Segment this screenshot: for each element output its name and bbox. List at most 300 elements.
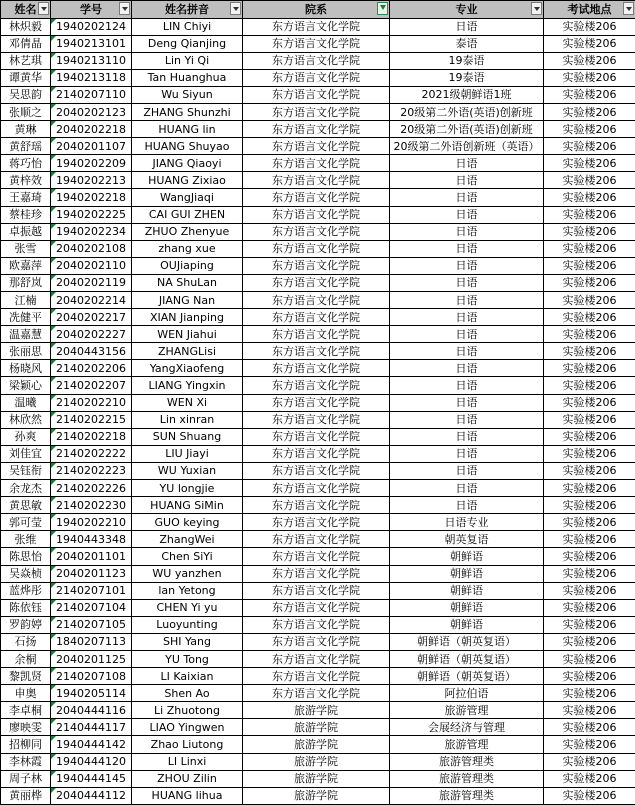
pinyin-cell[interactable]: HUANG lin [132,121,243,138]
location-cell[interactable]: 实验楼206 [544,445,635,462]
location-cell[interactable]: 实验楼206 [544,223,635,240]
name-cell[interactable]: 陈依钰 [1,599,51,616]
department-cell[interactable]: 东方语言文化学院 [243,206,390,223]
major-cell[interactable]: 日语 [390,462,544,479]
location-cell[interactable]: 实验楼206 [544,719,635,736]
pinyin-cell[interactable]: LIANG Yingxin [132,377,243,394]
department-cell[interactable]: 东方语言文化学院 [243,274,390,291]
major-cell[interactable]: 旅游管理类 [390,770,544,787]
student-id-cell[interactable]: 2040444116 [51,702,132,719]
department-cell[interactable]: 东方语言文化学院 [243,650,390,667]
department-cell[interactable]: 东方语言文化学院 [243,103,390,120]
pinyin-cell[interactable]: Luoyunting [132,616,243,633]
location-cell[interactable]: 实验楼206 [544,69,635,86]
major-cell[interactable]: 日语 [390,497,544,514]
name-cell[interactable]: 余龙杰 [1,480,51,497]
pinyin-cell[interactable]: HUANG Shuyao [132,138,243,155]
student-id-cell[interactable]: 2140202206 [51,360,132,377]
location-cell[interactable]: 实验楼206 [544,172,635,189]
department-cell[interactable]: 东方语言文化学院 [243,480,390,497]
pinyin-cell[interactable]: ZHANGLisi [132,343,243,360]
location-cell[interactable]: 实验楼206 [544,121,635,138]
name-cell[interactable]: 黄琳 [1,121,51,138]
department-cell[interactable]: 东方语言文化学院 [243,52,390,69]
student-id-cell[interactable]: 2140207108 [51,668,132,685]
pinyin-cell[interactable]: SHI Yang [132,633,243,650]
pinyin-cell[interactable]: CHEN Yi yu [132,599,243,616]
major-cell[interactable]: 旅游管理类 [390,753,544,770]
department-cell[interactable]: 东方语言文化学院 [243,514,390,531]
pinyin-cell[interactable]: ZHANG Shunzhi [132,103,243,120]
pinyin-cell[interactable]: Deng Qianjing [132,35,243,52]
table-row [1,240,635,257]
name-cell[interactable]: 林艺琪 [1,52,51,69]
name-cell[interactable]: 欧嘉萍 [1,257,51,274]
name-cell[interactable]: 黄思敏 [1,497,51,514]
student-id-cell[interactable]: 2040202227 [51,326,132,343]
name-cell[interactable]: 吴焱桢 [1,565,51,582]
filter-dropdown-icon[interactable] [623,2,634,15]
student-id-cell[interactable]: 2140202223 [51,462,132,479]
name-cell[interactable]: 黄梓效 [1,172,51,189]
name-cell[interactable]: 邓倩晶 [1,35,51,52]
department-cell[interactable]: 东方语言文化学院 [243,309,390,326]
department-cell[interactable]: 东方语言文化学院 [243,172,390,189]
location-cell[interactable]: 实验楼206 [544,86,635,103]
name-cell[interactable]: 蔡桂珍 [1,206,51,223]
pinyin-cell[interactable]: LIAO Yingwen [132,719,243,736]
pinyin-cell[interactable]: Lin Yi Qi [132,52,243,69]
location-cell[interactable]: 实验楼206 [544,394,635,411]
location-cell[interactable]: 实验楼206 [544,531,635,548]
department-cell[interactable]: 旅游学院 [243,702,390,719]
location-cell[interactable]: 实验楼206 [544,582,635,599]
location-cell[interactable]: 实验楼206 [544,377,635,394]
column-header-dept [243,1,390,19]
department-cell[interactable]: 东方语言文化学院 [243,69,390,86]
location-cell[interactable]: 实验楼206 [544,309,635,326]
table-row [1,155,635,172]
pinyin-cell[interactable]: Tan Huanghua [132,69,243,86]
pinyin-cell[interactable]: Lin xinran [132,411,243,428]
major-cell[interactable]: 日语 [390,257,544,274]
student-id-cell[interactable]: 1940202124 [51,18,132,35]
major-cell[interactable]: 日语 [390,274,544,291]
pinyin-cell[interactable]: WU Yuxian [132,462,243,479]
name-cell[interactable]: 张顺之 [1,103,51,120]
name-cell[interactable]: 冼健平 [1,309,51,326]
department-cell[interactable]: 东方语言文化学院 [243,548,390,565]
pinyin-cell[interactable]: YU Tong [132,650,243,667]
major-cell[interactable]: 旅游管理 [390,702,544,719]
location-cell[interactable]: 实验楼206 [544,326,635,343]
location-cell[interactable]: 实验楼206 [544,514,635,531]
department-cell[interactable]: 东方语言文化学院 [243,343,390,360]
name-cell[interactable]: 张雪 [1,240,51,257]
pinyin-cell[interactable]: WEN Jiahui [132,326,243,343]
location-cell[interactable]: 实验楼206 [544,240,635,257]
location-cell[interactable]: 实验楼206 [544,702,635,719]
location-cell[interactable]: 实验楼206 [544,189,635,206]
major-cell[interactable]: 日语 [390,411,544,428]
location-cell[interactable]: 实验楼206 [544,616,635,633]
name-cell[interactable]: 周子林 [1,770,51,787]
department-cell[interactable]: 东方语言文化学院 [243,292,390,309]
location-cell[interactable]: 实验楼206 [544,18,635,35]
pinyin-cell[interactable]: YU longjie [132,480,243,497]
location-cell[interactable]: 实验楼206 [544,633,635,650]
name-cell[interactable]: 黄舒瑶 [1,138,51,155]
student-id-cell[interactable]: 1840207113 [51,633,132,650]
major-cell[interactable]: 日语 [390,326,544,343]
department-cell[interactable]: 东方语言文化学院 [243,377,390,394]
name-cell[interactable]: 罗韵婷 [1,616,51,633]
major-cell[interactable]: 日语 [390,206,544,223]
student-id-cell[interactable]: 2140444117 [51,719,132,736]
department-cell[interactable]: 旅游学院 [243,770,390,787]
major-cell[interactable]: 朝鲜语 [390,582,544,599]
major-cell[interactable]: 会展经济与管理 [390,719,544,736]
student-id-cell[interactable]: 2040202123 [51,103,132,120]
filter-dropdown-icon[interactable] [531,2,542,15]
student-id-cell[interactable]: 1940202234 [51,223,132,240]
name-cell[interactable]: 温曦 [1,394,51,411]
student-id-cell[interactable]: 1940213110 [51,52,132,69]
location-cell[interactable]: 实验楼206 [544,274,635,291]
table-row [1,189,635,206]
student-id-cell[interactable]: 2040202119 [51,274,132,291]
major-cell[interactable]: 日语 [390,292,544,309]
location-cell[interactable]: 实验楼206 [544,292,635,309]
name-cell[interactable]: 张维 [1,531,51,548]
column-header-label: 院系 [305,2,327,17]
name-cell[interactable]: 杨晓风 [1,360,51,377]
name-cell[interactable]: 廖映雯 [1,719,51,736]
filter-dropdown-icon[interactable] [230,2,241,15]
location-cell[interactable]: 实验楼206 [544,787,635,804]
student-id-cell[interactable]: 1940202210 [51,514,132,531]
student-id-cell[interactable]: 1940202218 [51,189,132,206]
student-id-cell[interactable]: 2140202230 [51,497,132,514]
name-cell[interactable]: 林炽毅 [1,18,51,35]
location-cell[interactable]: 实验楼206 [544,770,635,787]
student-id-cell[interactable]: 1940202209 [51,155,132,172]
major-cell[interactable]: 20级第二外语(英语)创新班 [390,103,544,120]
pinyin-cell[interactable]: Wu Siyun [132,86,243,103]
department-cell[interactable]: 东方语言文化学院 [243,531,390,548]
table-row [1,172,635,189]
major-cell[interactable]: 日语 [390,240,544,257]
filter-dropdown-icon[interactable] [119,2,130,15]
department-cell[interactable]: 东方语言文化学院 [243,18,390,35]
major-cell[interactable]: 日语 [390,394,544,411]
department-cell[interactable]: 东方语言文化学院 [243,326,390,343]
name-cell[interactable]: 黎凯贤 [1,668,51,685]
pinyin-cell[interactable]: Li Zhuotong [132,702,243,719]
major-cell[interactable]: 日语 [390,172,544,189]
student-id-cell[interactable]: 1940444120 [51,753,132,770]
name-cell[interactable]: 黄丽桦 [1,787,51,804]
department-cell[interactable]: 东方语言文化学院 [243,462,390,479]
department-cell[interactable]: 东方语言文化学院 [243,582,390,599]
name-cell[interactable]: 林欣然 [1,411,51,428]
location-cell[interactable]: 实验楼206 [544,52,635,69]
student-id-cell[interactable]: 2040444112 [51,787,132,804]
major-cell[interactable]: 20级第二外语(英语)创新班 [390,121,544,138]
location-cell[interactable]: 实验楼206 [544,753,635,770]
table-row [1,599,635,616]
department-cell[interactable]: 东方语言文化学院 [243,668,390,685]
department-cell[interactable]: 东方语言文化学院 [243,599,390,616]
location-cell[interactable]: 实验楼206 [544,565,635,582]
pinyin-cell[interactable]: NA ShuLan [132,274,243,291]
department-cell[interactable]: 东方语言文化学院 [243,121,390,138]
name-cell[interactable]: 余桐 [1,650,51,667]
student-id-cell[interactable]: 1940205114 [51,685,132,702]
column-header-name [1,1,51,19]
major-cell[interactable]: 日语 [390,480,544,497]
major-cell[interactable]: 朝鲜语（朝英复语） [390,633,544,650]
major-cell[interactable]: 日语 [390,18,544,35]
student-id-cell[interactable]: 2040202218 [51,121,132,138]
pinyin-cell[interactable]: LIU Jiayi [132,445,243,462]
pinyin-cell[interactable]: zhang xue [132,240,243,257]
department-cell[interactable]: 旅游学院 [243,787,390,804]
location-cell[interactable]: 实验楼206 [544,428,635,445]
major-cell[interactable]: 朝鲜语 [390,616,544,633]
pinyin-cell[interactable]: JIANG Nan [132,292,243,309]
student-id-cell[interactable]: 1940443348 [51,531,132,548]
location-cell[interactable]: 实验楼206 [544,257,635,274]
location-cell[interactable]: 实验楼206 [544,35,635,52]
name-cell[interactable]: 张丽思 [1,343,51,360]
name-cell[interactable]: 卓振越 [1,223,51,240]
location-cell[interactable]: 实验楼206 [544,206,635,223]
student-id-cell[interactable]: 2140207105 [51,616,132,633]
student-id-cell[interactable]: 2140202222 [51,445,132,462]
student-id-cell[interactable]: 1940213101 [51,35,132,52]
pinyin-cell[interactable]: HUANG Zixiao [132,172,243,189]
student-id-cell[interactable]: 1940444145 [51,770,132,787]
name-cell[interactable]: 李卓桐 [1,702,51,719]
pinyin-cell[interactable]: SUN Shuang [132,428,243,445]
major-cell[interactable]: 旅游管理 [390,736,544,753]
location-cell[interactable]: 实验楼206 [544,462,635,479]
name-cell[interactable]: 申奥 [1,685,51,702]
student-id-cell[interactable]: 1940213118 [51,69,132,86]
student-id-cell[interactable]: 2040201107 [51,138,132,155]
major-cell[interactable]: 19泰语 [390,52,544,69]
name-cell[interactable]: 吴钰衔 [1,462,51,479]
location-cell[interactable]: 实验楼206 [544,599,635,616]
name-cell[interactable]: 梁颖心 [1,377,51,394]
department-cell[interactable]: 东方语言文化学院 [243,445,390,462]
table-row [1,69,635,86]
pinyin-cell[interactable]: WU yanzhen [132,565,243,582]
name-cell[interactable]: 王嘉琦 [1,189,51,206]
name-cell[interactable]: 蓝烨彤 [1,582,51,599]
department-cell[interactable]: 东方语言文化学院 [243,223,390,240]
table-row [1,548,635,565]
major-cell[interactable]: 朝鲜语（朝英复语） [390,650,544,667]
pinyin-cell[interactable]: lan Yetong [132,582,243,599]
department-cell[interactable]: 东方语言文化学院 [243,685,390,702]
pinyin-cell[interactable]: LIN Chiyi [132,18,243,35]
pinyin-cell[interactable]: HUANG SiMin [132,497,243,514]
department-cell[interactable]: 东方语言文化学院 [243,189,390,206]
student-id-cell[interactable]: 2040201123 [51,565,132,582]
location-cell[interactable]: 实验楼206 [544,155,635,172]
pinyin-cell[interactable]: LI Kaixian [132,668,243,685]
student-id-cell[interactable]: 2140202207 [51,377,132,394]
major-cell[interactable]: 日语专业 [390,514,544,531]
major-cell[interactable]: 日语 [390,428,544,445]
pinyin-cell[interactable]: CAI GUI ZHEN [132,206,243,223]
department-cell[interactable]: 旅游学院 [243,753,390,770]
department-cell[interactable]: 东方语言文化学院 [243,35,390,52]
name-cell[interactable]: 那舒岚 [1,274,51,291]
student-id-cell[interactable]: 2040202217 [51,309,132,326]
department-cell[interactable]: 东方语言文化学院 [243,394,390,411]
location-cell[interactable]: 实验楼206 [544,497,635,514]
location-cell[interactable]: 实验楼206 [544,736,635,753]
student-id-cell[interactable]: 2140202226 [51,480,132,497]
department-cell[interactable]: 东方语言文化学院 [243,633,390,650]
pinyin-cell[interactable]: HUANG lihua [132,787,243,804]
student-id-cell[interactable]: 2140202210 [51,394,132,411]
name-cell[interactable]: 蒋巧怡 [1,155,51,172]
pinyin-cell[interactable]: GUO keying [132,514,243,531]
student-id-cell[interactable]: 2140207110 [51,86,132,103]
pinyin-cell[interactable]: WangJiaqi [132,189,243,206]
department-cell[interactable]: 东方语言文化学院 [243,411,390,428]
student-id-cell[interactable]: 2140207104 [51,599,132,616]
location-cell[interactable]: 实验楼206 [544,411,635,428]
major-cell[interactable]: 日语 [390,445,544,462]
location-cell[interactable]: 实验楼206 [544,668,635,685]
department-cell[interactable]: 东方语言文化学院 [243,360,390,377]
department-cell[interactable]: 东方语言文化学院 [243,428,390,445]
pinyin-cell[interactable]: ZHUO Zhenyue [132,223,243,240]
name-cell[interactable]: 招柳同 [1,736,51,753]
major-cell[interactable]: 2021级朝鲜语1班 [390,86,544,103]
student-id-cell[interactable]: 2040201125 [51,650,132,667]
student-id-cell[interactable]: 2140207101 [51,582,132,599]
table-row [1,292,635,309]
major-cell[interactable]: 日语 [390,309,544,326]
major-cell[interactable]: 日语 [390,360,544,377]
name-cell[interactable]: 石扬 [1,633,51,650]
department-cell[interactable]: 东方语言文化学院 [243,86,390,103]
location-cell[interactable]: 实验楼206 [544,343,635,360]
pinyin-cell[interactable]: Shen Ao [132,685,243,702]
name-cell[interactable]: 江楠 [1,292,51,309]
major-cell[interactable]: 朝鲜语（朝英复语） [390,668,544,685]
student-id-cell[interactable]: 2040443156 [51,343,132,360]
student-id-cell[interactable]: 1940202213 [51,172,132,189]
major-cell[interactable]: 19泰语 [390,69,544,86]
name-cell[interactable]: 谭黄华 [1,69,51,86]
name-cell[interactable]: 吴思韵 [1,86,51,103]
filter-dropdown-icon[interactable] [38,2,49,15]
major-cell[interactable]: 20级第二外语创新班（英语） [390,138,544,155]
major-cell[interactable]: 朝鲜语 [390,548,544,565]
name-cell[interactable]: 温嘉慧 [1,326,51,343]
pinyin-cell[interactable]: ZhangWei [132,531,243,548]
department-cell[interactable]: 东方语言文化学院 [243,138,390,155]
major-cell[interactable]: 泰语 [390,35,544,52]
table-row [1,394,635,411]
column-header-label: 姓名拼音 [165,2,209,17]
student-id-cell[interactable]: 2140202218 [51,428,132,445]
student-id-cell[interactable]: 2040202108 [51,240,132,257]
pinyin-cell[interactable]: Zhao Liutong [132,736,243,753]
student-id-cell[interactable]: 2040201101 [51,548,132,565]
major-cell[interactable]: 阿拉伯语 [390,685,544,702]
major-cell[interactable]: 日语 [390,223,544,240]
major-cell[interactable]: 日语 [390,377,544,394]
department-cell[interactable]: 东方语言文化学院 [243,565,390,582]
name-cell[interactable]: 刘佳宜 [1,445,51,462]
pinyin-cell[interactable]: JIANG Qiaoyi [132,155,243,172]
major-cell[interactable]: 旅游管理类 [390,787,544,804]
column-header-location [544,1,635,19]
major-cell[interactable]: 朝鲜语 [390,599,544,616]
department-cell[interactable]: 旅游学院 [243,736,390,753]
pinyin-cell[interactable]: WEN Xi [132,394,243,411]
major-cell[interactable]: 朝鲜语 [390,565,544,582]
department-cell[interactable]: 东方语言文化学院 [243,616,390,633]
filter-active-icon[interactable] [377,2,388,15]
department-cell[interactable]: 东方语言文化学院 [243,257,390,274]
student-id-cell[interactable]: 1940444142 [51,736,132,753]
table-row [1,35,635,52]
pinyin-cell[interactable]: YangXiaofeng [132,360,243,377]
student-id-cell[interactable]: 1940202225 [51,206,132,223]
pinyin-cell[interactable]: XIAN Jianping [132,309,243,326]
student-id-cell[interactable]: 2140202215 [51,411,132,428]
table-row [1,206,635,223]
department-cell[interactable]: 东方语言文化学院 [243,155,390,172]
table-row [1,52,635,69]
student-id-cell[interactable]: 2040202110 [51,257,132,274]
location-cell[interactable]: 实验楼206 [544,138,635,155]
pinyin-cell[interactable]: OUJiaping [132,257,243,274]
department-cell[interactable]: 东方语言文化学院 [243,497,390,514]
name-cell[interactable]: 孙爽 [1,428,51,445]
name-cell[interactable]: 李林霞 [1,753,51,770]
location-cell[interactable]: 实验楼206 [544,650,635,667]
location-cell[interactable]: 实验楼206 [544,360,635,377]
location-cell[interactable]: 实验楼206 [544,480,635,497]
location-cell[interactable]: 实验楼206 [544,685,635,702]
location-cell[interactable]: 实验楼206 [544,103,635,120]
department-cell[interactable]: 东方语言文化学院 [243,240,390,257]
major-cell[interactable]: 朝英复语 [390,531,544,548]
major-cell[interactable]: 日语 [390,155,544,172]
pinyin-cell[interactable]: ZHOU Zilin [132,770,243,787]
pinyin-cell[interactable]: LI Linxi [132,753,243,770]
name-cell[interactable]: 郭可莹 [1,514,51,531]
student-id-cell[interactable]: 2040202214 [51,292,132,309]
pinyin-cell[interactable]: Chen SiYi [132,548,243,565]
name-cell[interactable]: 陈思怡 [1,548,51,565]
location-cell[interactable]: 实验楼206 [544,548,635,565]
column-header-id [51,1,132,19]
major-cell[interactable]: 日语 [390,189,544,206]
major-cell[interactable]: 日语 [390,343,544,360]
department-cell[interactable]: 旅游学院 [243,719,390,736]
